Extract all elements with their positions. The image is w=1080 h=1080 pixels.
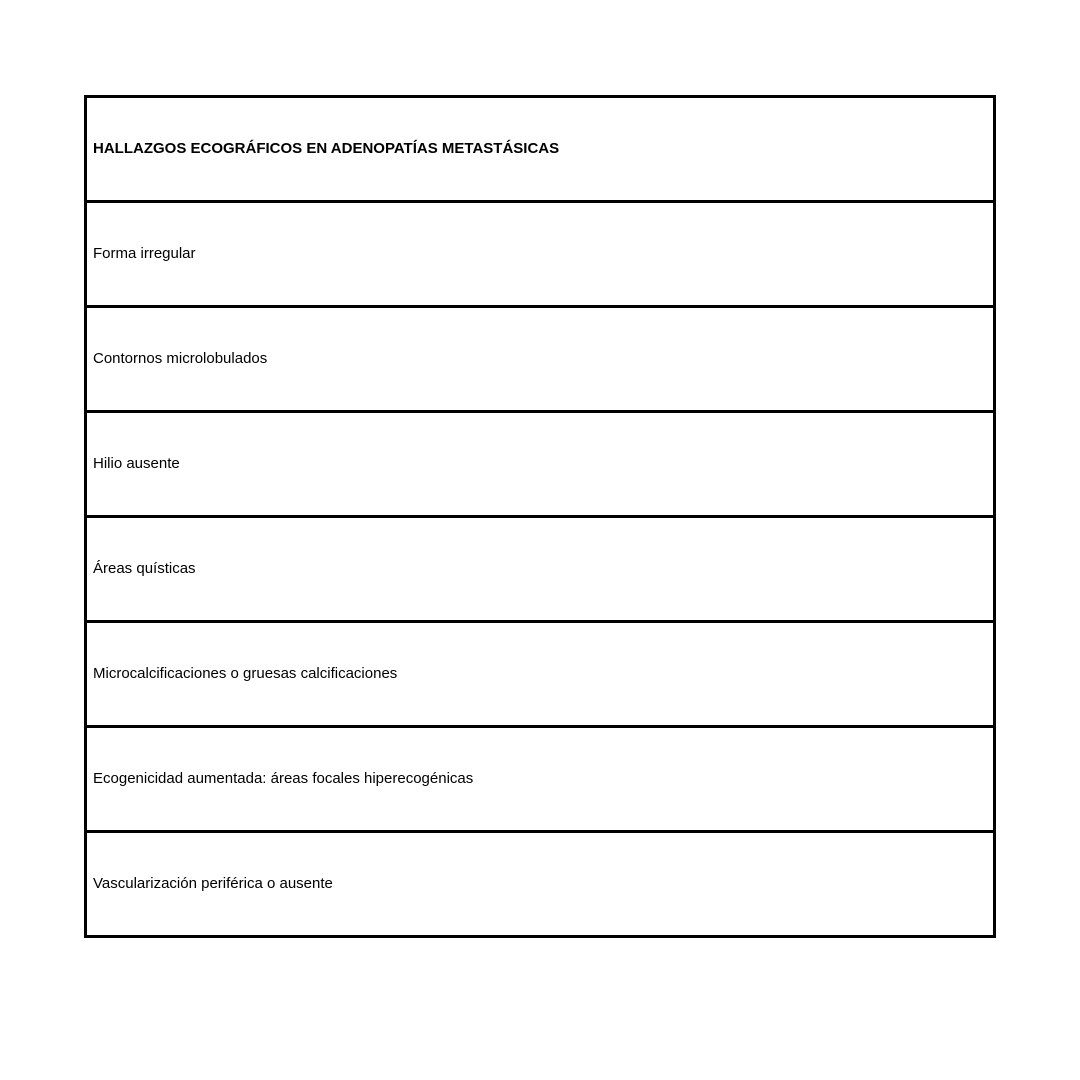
table-cell: Microcalcificaciones o gruesas calcificaciones [86,622,995,727]
table-cell: Hilio ausente [86,412,995,517]
table-row [86,202,995,307]
table-row [86,727,995,832]
table-header-cell: HALLAZGOS ECOGRÁFICOS EN ADENOPATÍAS METASTÁSICAS [86,97,995,202]
table-row [86,412,995,517]
table-header-row [86,97,995,202]
table-row [86,832,995,937]
findings-table [84,95,996,938]
table-cell: Contornos microlobulados [86,307,995,412]
table-row [86,517,995,622]
table-cell: Ecogenicidad aumentada: áreas focales hiperecogénicas [86,727,995,832]
table-cell: Vascularización periférica o ausente [86,832,995,937]
table-row [86,307,995,412]
table-row [86,622,995,727]
table-cell: Forma irregular [86,202,995,307]
table-cell: Áreas quísticas [86,517,995,622]
